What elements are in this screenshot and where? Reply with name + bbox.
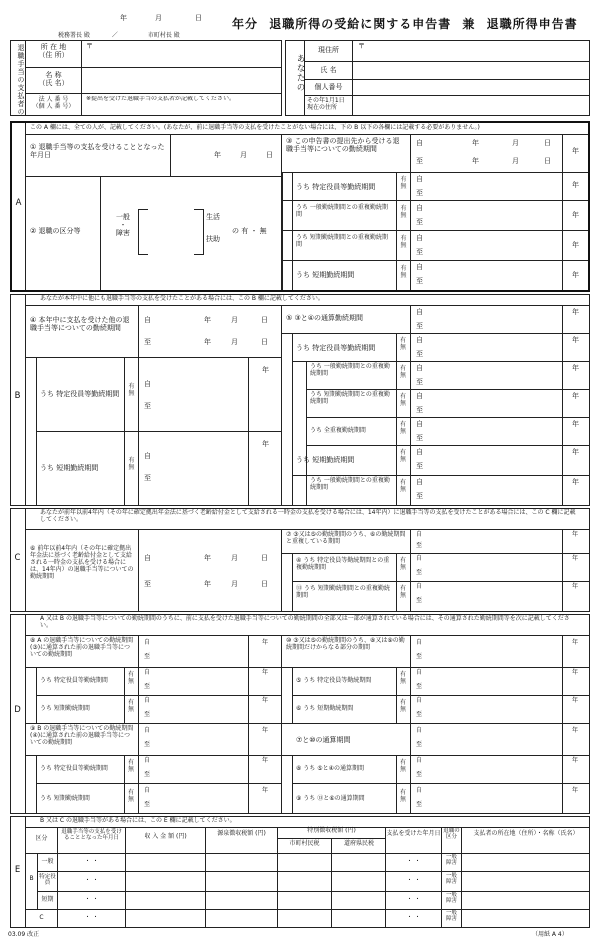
e-col-special-title: 特別徴収税額 (円)	[278, 828, 385, 839]
b-q5-sub1-label: うち 特定役員等勤続期間	[296, 344, 376, 352]
c-q6-m2: 月	[231, 580, 238, 588]
c-q7-to: 至	[416, 542, 423, 549]
d-q8-sub2-no[interactable]: 無	[127, 705, 134, 713]
e-col-date: 退職手当等の支払を受けることとなった年月日	[58, 828, 126, 854]
office-line	[58, 33, 180, 40]
d-q11-sub2-no[interactable]: 無	[399, 795, 406, 803]
c-q7-from: 自	[416, 531, 423, 538]
b-q4-m1: 月	[231, 316, 238, 324]
b-q4-sub2-total-y: 年	[262, 440, 269, 448]
d-q11-sub2-from: 自	[416, 787, 423, 794]
d-q10-sub2-total-y: 年	[572, 697, 579, 704]
a-kubun-general[interactable]: 一般	[116, 213, 130, 221]
payer-number-sub: （個 人 番 号）	[32, 102, 75, 110]
e-row1-paid[interactable]: ・ ・	[386, 854, 442, 872]
d-q9-sub2-label: うち 短期勤続期間	[40, 795, 90, 802]
a-sub3-from: 自	[416, 234, 423, 242]
a-q1-y: 年	[214, 151, 221, 159]
a-q1-d: 日	[266, 151, 273, 159]
payer-number-label: 法 人 番 号	[38, 96, 69, 103]
b-q4-sub2-to: 至	[144, 474, 151, 482]
d-q10-sub1-total-y: 年	[572, 669, 579, 676]
e-col-paid-date: 支払を受けた年月日	[386, 828, 442, 854]
b-q5-sub2-no[interactable]: 無	[399, 371, 406, 379]
a-q2-row	[26, 177, 282, 290]
payer-address-input[interactable]	[82, 40, 282, 68]
a-umu-toggle[interactable]: の 有 ・ 無	[232, 227, 267, 235]
b-q4-sub2-no[interactable]: 無	[128, 463, 135, 471]
c-q6-from: 自	[144, 554, 151, 562]
d-q11-sub1-label: ⑧ うち ⑤と④の通算期間	[296, 765, 364, 772]
a-q1-label: ① 退職手当等の支払を受けることとなった年月日	[30, 143, 165, 160]
a-kubun-dot: ・	[119, 221, 127, 230]
d-q11-sub2-total-y: 年	[572, 787, 579, 794]
d-q9-sub2-from: 自	[144, 787, 151, 794]
payer-address-sub: （住 所）	[38, 51, 69, 60]
a-sub4-label: うち 短期勤続期間	[296, 271, 355, 279]
d-q9-sub2-total-y: 年	[262, 787, 269, 794]
a-sub4-to: 至	[416, 277, 423, 285]
b-q4-label: ④ 本年中に支払を受けた他の退職手当等についての勤続期間	[30, 316, 130, 333]
d-q8-total-y: 年	[262, 639, 269, 646]
b-q5-sub2-total-y: 年	[572, 364, 579, 372]
d-q8-sub2-to: 至	[144, 711, 151, 718]
payer-name-label-cell	[26, 68, 82, 94]
e-header-row	[26, 828, 590, 854]
payer-name-input[interactable]	[82, 68, 282, 94]
c-q6-m1: 月	[231, 554, 238, 562]
d-q10-from: 自	[416, 639, 423, 646]
a-sub3-to: 至	[416, 248, 423, 256]
date-year: 年	[120, 14, 127, 22]
d-q9-sub2-to: 至	[144, 801, 151, 808]
e-body	[26, 854, 590, 928]
e-col-pref-tax: 道府県民税	[343, 840, 374, 847]
a-sub3-total-y: 年	[572, 241, 579, 249]
d-q9-sub1-from: 自	[144, 757, 151, 764]
e-col-withholding: 源泉徴収税額 (円)	[206, 828, 278, 854]
b-q5-sub3-total-y: 年	[572, 392, 579, 400]
e-row4-disabled[interactable]: 障害	[445, 916, 457, 923]
e-row2-sub: 特定役員	[38, 872, 58, 892]
d-q9-sub1-no[interactable]: 無	[127, 765, 134, 773]
e-row3-sub: 短期	[38, 892, 58, 910]
d-q11-sub1-no[interactable]: 無	[399, 765, 406, 773]
tax-office-label: 税務署長	[58, 32, 83, 39]
d-q11-sub2-label: ⑨ うち ⑬と⑥の通算期間	[296, 795, 365, 802]
recipient-side-label: あなたの	[285, 40, 305, 116]
b-q5-sub3-yes[interactable]: 有	[399, 393, 406, 400]
d-q10-label: ⑩ ③又は⑤の勤続期間のうち、⑧又は⑨の勤続期間だけからなる部分の期間	[286, 637, 405, 651]
e-col-income: 収 入 金 額 (円)	[126, 828, 206, 854]
recipient-number-input[interactable]	[353, 80, 590, 96]
b-q5-sub2-from: 自	[416, 364, 423, 372]
d-q11-sub2-yes[interactable]: 有	[399, 789, 406, 796]
d-q10-sub1-label: ⑤ うち 特定役員等勤続期間	[296, 677, 372, 684]
section-b-instruction: あなたが本年中に他にも退職手当等の支払を受けたことがある場合には、この B 欄に記載してください。	[26, 294, 590, 306]
e-row1-general[interactable]: 一般	[445, 854, 457, 860]
d-q8-sub2-yes[interactable]: 有	[127, 699, 134, 706]
b-q5-sub4-to: 至	[416, 434, 423, 442]
a-sub1-yes[interactable]: 有	[400, 176, 407, 183]
d-q11-sub2-to: 至	[416, 801, 423, 808]
slash: ／	[111, 32, 118, 39]
e-group-c: C	[26, 910, 58, 928]
c-q6-d2: 日	[261, 580, 268, 588]
page-title	[232, 18, 592, 32]
a-q3-m1: 月	[512, 139, 519, 147]
recipient-postal: 〒	[358, 42, 365, 50]
d-q10-sub2-no[interactable]: 無	[399, 705, 406, 713]
e-row3-date[interactable]: ・ ・	[58, 892, 126, 910]
d-q9-to: 至	[144, 741, 151, 748]
a-subrows	[282, 173, 588, 290]
e-row2-paid[interactable]: ・ ・	[386, 872, 442, 892]
a-q2-label: ② 退職の区分等	[30, 227, 81, 235]
dono-1: 殿	[83, 32, 90, 39]
d-q9-label: ⑨ B の退職手当等についての勤続期間(④)に通算された前の退職手当等についての勤続期間	[30, 725, 134, 746]
a-q3-y1: 年	[472, 139, 479, 147]
b-q5-sub3-to: 至	[416, 406, 423, 414]
d-q9-sub1-total-y: 年	[262, 757, 269, 764]
d-q8-sub2-from: 自	[144, 697, 151, 704]
b-q5-sub4-yes[interactable]: 有	[399, 421, 406, 428]
e-row3-disabled[interactable]: 障害	[445, 898, 457, 905]
b-q5-label: ⑤ ③と④の通算勤続期間	[286, 314, 364, 322]
c-q6-to: 至	[144, 580, 151, 588]
municipal-label: 市町村長	[147, 32, 172, 39]
b-q5-sub5-label: うち 短期勤続期間	[296, 456, 355, 464]
b-q5-sub1-yes[interactable]: 有	[399, 337, 406, 344]
e-row2-disabled[interactable]: 障害	[445, 879, 457, 886]
section-d-letter: D	[10, 614, 26, 814]
a-sub1-to: 至	[416, 189, 423, 197]
b-q4-d1: 日	[261, 316, 268, 324]
b-q5-sub5-to: 至	[416, 462, 423, 470]
c-q7-sub2-label: ⑬ うち 短期勤続期間との重複勤続期間	[296, 585, 390, 599]
b-q5-sub1-to: 至	[416, 350, 423, 358]
b-q4-sub2-from: 自	[144, 452, 151, 460]
d-q9-sub2-no[interactable]: 無	[127, 795, 134, 803]
footer-revision: 03.09 改正	[8, 931, 40, 938]
d-q10-sub2-yes[interactable]: 有	[399, 699, 406, 706]
c-q7-sub2-yes[interactable]: 有	[399, 585, 406, 592]
footer-paper-size: （用紙 A 4）	[532, 931, 568, 938]
a-sub3-label: うち 短期勤続期間との重複勤続期間	[296, 234, 388, 248]
d-q11-sub1-yes[interactable]: 有	[399, 759, 406, 766]
b-q5-sub4-from: 自	[416, 420, 423, 428]
a-q3-from: 自	[416, 139, 423, 147]
d-q10-sub1-yes[interactable]: 有	[399, 671, 406, 678]
bracket-left-icon	[138, 209, 148, 255]
title-main: 退職所得の受給に関する申告書	[269, 17, 452, 31]
b-left	[26, 306, 282, 506]
a-sub3-no[interactable]: 無	[400, 241, 407, 249]
d-q10-total-y: 年	[572, 639, 579, 646]
recipient-address-input[interactable]	[353, 40, 590, 62]
e-col-city-tax: 市町村民税	[278, 839, 332, 854]
b-q5-sub6-yes[interactable]: 有	[399, 479, 406, 486]
d-q9-sub2-yes[interactable]: 有	[127, 789, 134, 796]
recipient-name-label: 氏 名	[305, 62, 353, 80]
d-q10-sub1-from: 自	[416, 669, 423, 676]
b-q5-sub1-no[interactable]: 無	[399, 343, 406, 351]
e-col-retire-kubun: 退職の区分	[442, 828, 462, 854]
b-q4-sub1-to: 至	[144, 402, 151, 410]
e-col-special	[278, 828, 386, 854]
a-sub2-total-y: 年	[572, 211, 579, 219]
a-fujo: 扶助	[206, 235, 220, 244]
section-c-letter: C	[10, 508, 26, 612]
c-q7-sub1-no[interactable]: 無	[399, 563, 406, 571]
d-q9-total-y: 年	[262, 727, 269, 734]
a-sub3-yes[interactable]: 有	[400, 235, 407, 242]
b-q4-y1: 年	[204, 316, 211, 324]
d-q8-from: 自	[144, 639, 151, 646]
a-sub2-yes[interactable]: 有	[400, 205, 407, 212]
a-q3-m2: 月	[512, 157, 519, 165]
e-divider-pref	[26, 854, 386, 928]
b-q4-m2: 月	[231, 338, 238, 346]
d-q8-to: 至	[144, 653, 151, 660]
b-q5-sub6-from: 自	[416, 478, 423, 486]
date-month: 月	[155, 14, 162, 22]
b-q5-from: 自	[416, 308, 423, 316]
a-sub4-no[interactable]: 無	[400, 271, 407, 279]
b-q5-sub2-to: 至	[416, 378, 423, 386]
recipient-name-input[interactable]	[353, 62, 590, 80]
b-q5-sub4-no[interactable]: 無	[399, 427, 406, 435]
e-row4-date[interactable]: ・ ・	[58, 910, 126, 928]
c-left	[26, 530, 282, 612]
c-q7-label: ⑦ ③又は⑤の勤続期間のうち、⑥の勤続期間と重複している期間	[286, 531, 406, 545]
a-indent-divider	[292, 173, 293, 290]
a-q3-d1: 日	[544, 139, 551, 147]
payer-number-input[interactable]	[82, 105, 282, 116]
b-q5-total-y: 年	[572, 308, 579, 316]
recipient-date-address-input[interactable]	[353, 96, 590, 116]
d-q10-sub1-to: 至	[416, 683, 423, 690]
b-q4-sub1-yes[interactable]: 有	[128, 383, 135, 390]
d-q9-sub1-yes[interactable]: 有	[127, 759, 134, 766]
payer-name-label: 名 称	[45, 71, 62, 79]
title-year: 年分	[232, 17, 259, 31]
b-q5-sub5-yes[interactable]: 有	[399, 449, 406, 456]
b-q5-sub6-no[interactable]: 無	[399, 485, 406, 493]
b-q5-sub2-label: うち 一般勤続期間との重複勤続期間	[310, 363, 390, 377]
e-row4-general[interactable]: 一般	[445, 910, 457, 916]
d-q8-sub1-from: 自	[144, 669, 151, 676]
a-sub1-label: うち 特定役員等勤続期間	[296, 183, 376, 191]
a-q1-row	[26, 135, 282, 177]
d-q9-from: 自	[144, 727, 151, 734]
b-q5-sub5-no[interactable]: 無	[399, 455, 406, 463]
c-q7-sub1-from: 自	[416, 555, 423, 562]
e-col-kubun: 区分	[26, 828, 58, 854]
d-q11-total-y: 年	[572, 727, 579, 734]
payer-number-label-cell	[26, 94, 82, 116]
section-d-instruction: A 又は B の退職手当等についての勤続期間のうちに、前に支払を受けた退職手当等についての勤続期間の全部又は一部が通算されている場合には、その通算された勤続期間等を次に記載してください。	[26, 614, 590, 636]
e-row2-date[interactable]: ・ ・	[58, 872, 126, 892]
b-q5-sub1-from: 自	[416, 336, 423, 344]
e-row1-disabled[interactable]: 障害	[445, 860, 457, 867]
b-q5-sub3-no[interactable]: 無	[399, 399, 406, 407]
c-q7-sub1-yes[interactable]: 有	[399, 557, 406, 564]
a-q3-row	[282, 135, 588, 173]
d-q8-sub1-total-y: 年	[262, 669, 269, 676]
recipient-number-label: 個人番号	[305, 80, 353, 96]
b-q4-sub2-yes[interactable]: 有	[128, 457, 135, 464]
c-q7-sub2-total-y: 年	[572, 583, 579, 590]
e-row3-general[interactable]: 一般	[445, 892, 457, 898]
d-q8-sub1-label: うち 特定役員等勤続期間	[40, 677, 108, 684]
a-sub2-no[interactable]: 無	[400, 211, 407, 219]
c-q7-sub1-total-y: 年	[572, 555, 579, 562]
b-q5-sub6-to: 至	[416, 492, 423, 500]
section-a-instruction: この A 欄には、全ての人が、記載してください。(あなたが、前に退職手当等の支払を受けたことがない場合には、下の B 以下の各欄には記載する必要がありません。)	[26, 123, 588, 135]
d-q8-sub1-yes[interactable]: 有	[127, 671, 134, 678]
d-q8-sub1-to: 至	[144, 683, 151, 690]
payer-name-sub: （氏 名）	[38, 79, 69, 88]
a-sub2-to: 至	[416, 218, 423, 226]
recipient-address-label: 現住所	[305, 40, 353, 62]
date-day: 日	[195, 14, 202, 22]
b-q5-sub3-label: うち 短期勤続期間との重複勤続期間	[310, 391, 390, 405]
a-sub4-from: 自	[416, 263, 423, 271]
section-c-instruction: あなたが前年以前4年内（その年に確定拠出年金法に基づく老齢給付金として支給される一時金の支払を受ける場合には、14年内）に退職手当等の支払を受けたことがある場合には、この C 欄に記載してください。	[26, 508, 590, 530]
a-sub1-total-y: 年	[572, 181, 579, 189]
d-q8-label: ⑧ A の退職手当等についての勤続期間(③)に通算された前の退職手当等についての勤続期間	[30, 637, 134, 658]
c-q7-sub2-no[interactable]: 無	[399, 591, 406, 599]
section-b-letter: B	[10, 294, 26, 506]
c-q6-d1: 日	[261, 554, 268, 562]
bracket-right-icon	[194, 209, 204, 255]
d-q10-sub2-to: 至	[416, 711, 423, 718]
d-q11-from: 自	[416, 727, 423, 734]
a-q3-d2: 日	[544, 157, 551, 165]
b-q4-from: 自	[144, 316, 151, 324]
e-col-payer: 支払者の所在地（住所）・名称（氏名）	[473, 830, 579, 837]
b-q5-sub6-total-y: 年	[572, 478, 579, 486]
d-q10-sub2-from: 自	[416, 697, 423, 704]
d-q10-to: 至	[416, 653, 423, 660]
c-q6-y1: 年	[204, 554, 211, 562]
b-q4-sub2-label: うち 短期勤続期間	[40, 464, 99, 472]
d-q11-sub1-from: 自	[416, 757, 423, 764]
e-row1-date[interactable]: ・ ・	[58, 854, 126, 872]
d-q11-label: ⑦と⑩の通算期間	[296, 736, 351, 744]
a-q3-total-y: 年	[572, 147, 579, 155]
dono-2: 殿	[173, 32, 180, 39]
payer-side-label: 退職手当の支払者の	[10, 40, 26, 116]
b-q5-sub4-label: うち 全重複勤続期間	[310, 427, 366, 434]
c-q6-y2: 年	[204, 580, 211, 588]
e-group-b: B	[26, 854, 38, 910]
a-sub2-from: 自	[416, 204, 423, 212]
b-q5-sub4-total-y: 年	[572, 420, 579, 428]
b-right	[282, 306, 590, 506]
d-q10-sub1-no[interactable]: 無	[399, 677, 406, 685]
a-sub1-from: 自	[416, 175, 423, 183]
b-q4-to: 至	[144, 338, 151, 346]
d-right	[282, 636, 590, 814]
section-e-letter: E	[10, 816, 26, 928]
d-q11-sub1-total-y: 年	[572, 757, 579, 764]
d-q8-sub1-no[interactable]: 無	[127, 677, 134, 685]
d-q8-sub2-label: うち 短期勤続期間	[40, 705, 90, 712]
d-q11-sub1-to: 至	[416, 771, 423, 778]
c-q7-total-y: 年	[572, 531, 579, 538]
d-q9-sub1-label: うち 特定役員等勤続期間	[40, 765, 108, 772]
c-q7-sub1-to: 至	[416, 569, 423, 576]
e-row4-paid[interactable]: ・ ・	[386, 910, 442, 928]
d-left	[26, 636, 282, 814]
payer-postal: 〒	[86, 42, 93, 50]
b-q4-sub1-from: 自	[144, 380, 151, 388]
section-e-instruction: B 又は C の退職手当等がある場合には、この E 欄に記載してください。	[26, 816, 590, 828]
a-seikatsu: 生活	[206, 213, 220, 221]
b-q4-sub1-no[interactable]: 無	[128, 389, 135, 397]
a-q3-label: ③ この申告書の提出先から受ける退職手当等についての勤続期間	[286, 137, 400, 154]
payer-note: ※提出を受けた退職手当の支払者が記載してください。	[86, 96, 236, 102]
c-q7-sub2-to: 至	[416, 597, 423, 604]
d-q11-to: 至	[416, 741, 423, 748]
title-ken: 兼	[462, 17, 476, 31]
d-q8-sub2-total-y: 年	[262, 697, 269, 704]
e-row2-general[interactable]: 一般	[445, 873, 457, 879]
section-a-letter: A	[12, 123, 26, 290]
b-q4-sub1-total-y: 年	[262, 366, 269, 374]
c-q7-sub1-label: ④ うち 特定役員等勤続期間との重複勤続期間	[296, 557, 390, 571]
b-q4-sub1-label: うち 特定役員等勤続期間	[40, 390, 120, 398]
payer-address-label: 所 在 地	[40, 43, 67, 51]
a-sub4-total-y: 年	[572, 271, 579, 279]
b-q4-y2: 年	[204, 338, 211, 346]
a-col-divider	[282, 173, 283, 290]
c-q6-label: ⑥ 前年以前4年内（その年に確定拠出年金法に基づく老齢給付金として支給される一時金の支払を受ける場合には、14年内）の退職手当等についての勤続期間	[30, 545, 134, 580]
a-sub2-label: うち 一般勤続期間との重複勤続期間	[296, 204, 388, 218]
payer-address-label-cell	[26, 40, 82, 68]
b-q5-sub5-from: 自	[416, 448, 423, 456]
a-q3-to: 至	[416, 157, 423, 165]
b-q5-to: 至	[416, 322, 423, 330]
a-q3-y2: 年	[472, 157, 479, 165]
recipient-date-label: その年1月1日現在の住所	[305, 96, 353, 116]
d-q9-sub1-to: 至	[144, 771, 151, 778]
a-q1-m: 月	[240, 151, 247, 159]
b-q5-sub6-label: うち 一般勤続期間との重複勤続期間	[310, 477, 390, 491]
b-q5-sub1-total-y: 年	[572, 336, 579, 344]
title-second: 退職所得申告書	[486, 17, 578, 31]
e-row1-sub: 一般	[38, 854, 58, 872]
d-q10-sub2-label: ⑥ うち 短期勤続期間	[296, 705, 354, 712]
a-sub1-no[interactable]: 無	[400, 182, 407, 190]
b-q4-d2: 日	[261, 338, 268, 346]
b-q5-sub2-yes[interactable]: 有	[399, 365, 406, 372]
c-q7-sub2-from: 自	[416, 583, 423, 590]
a-sub4-yes[interactable]: 有	[400, 265, 407, 272]
e-row3-paid[interactable]: ・ ・	[386, 892, 442, 910]
b-q5-sub3-from: 自	[416, 392, 423, 400]
c-right	[282, 530, 590, 612]
a-kubun-disabled[interactable]: 障害	[116, 229, 130, 238]
b-q5-sub5-total-y: 年	[572, 448, 579, 456]
